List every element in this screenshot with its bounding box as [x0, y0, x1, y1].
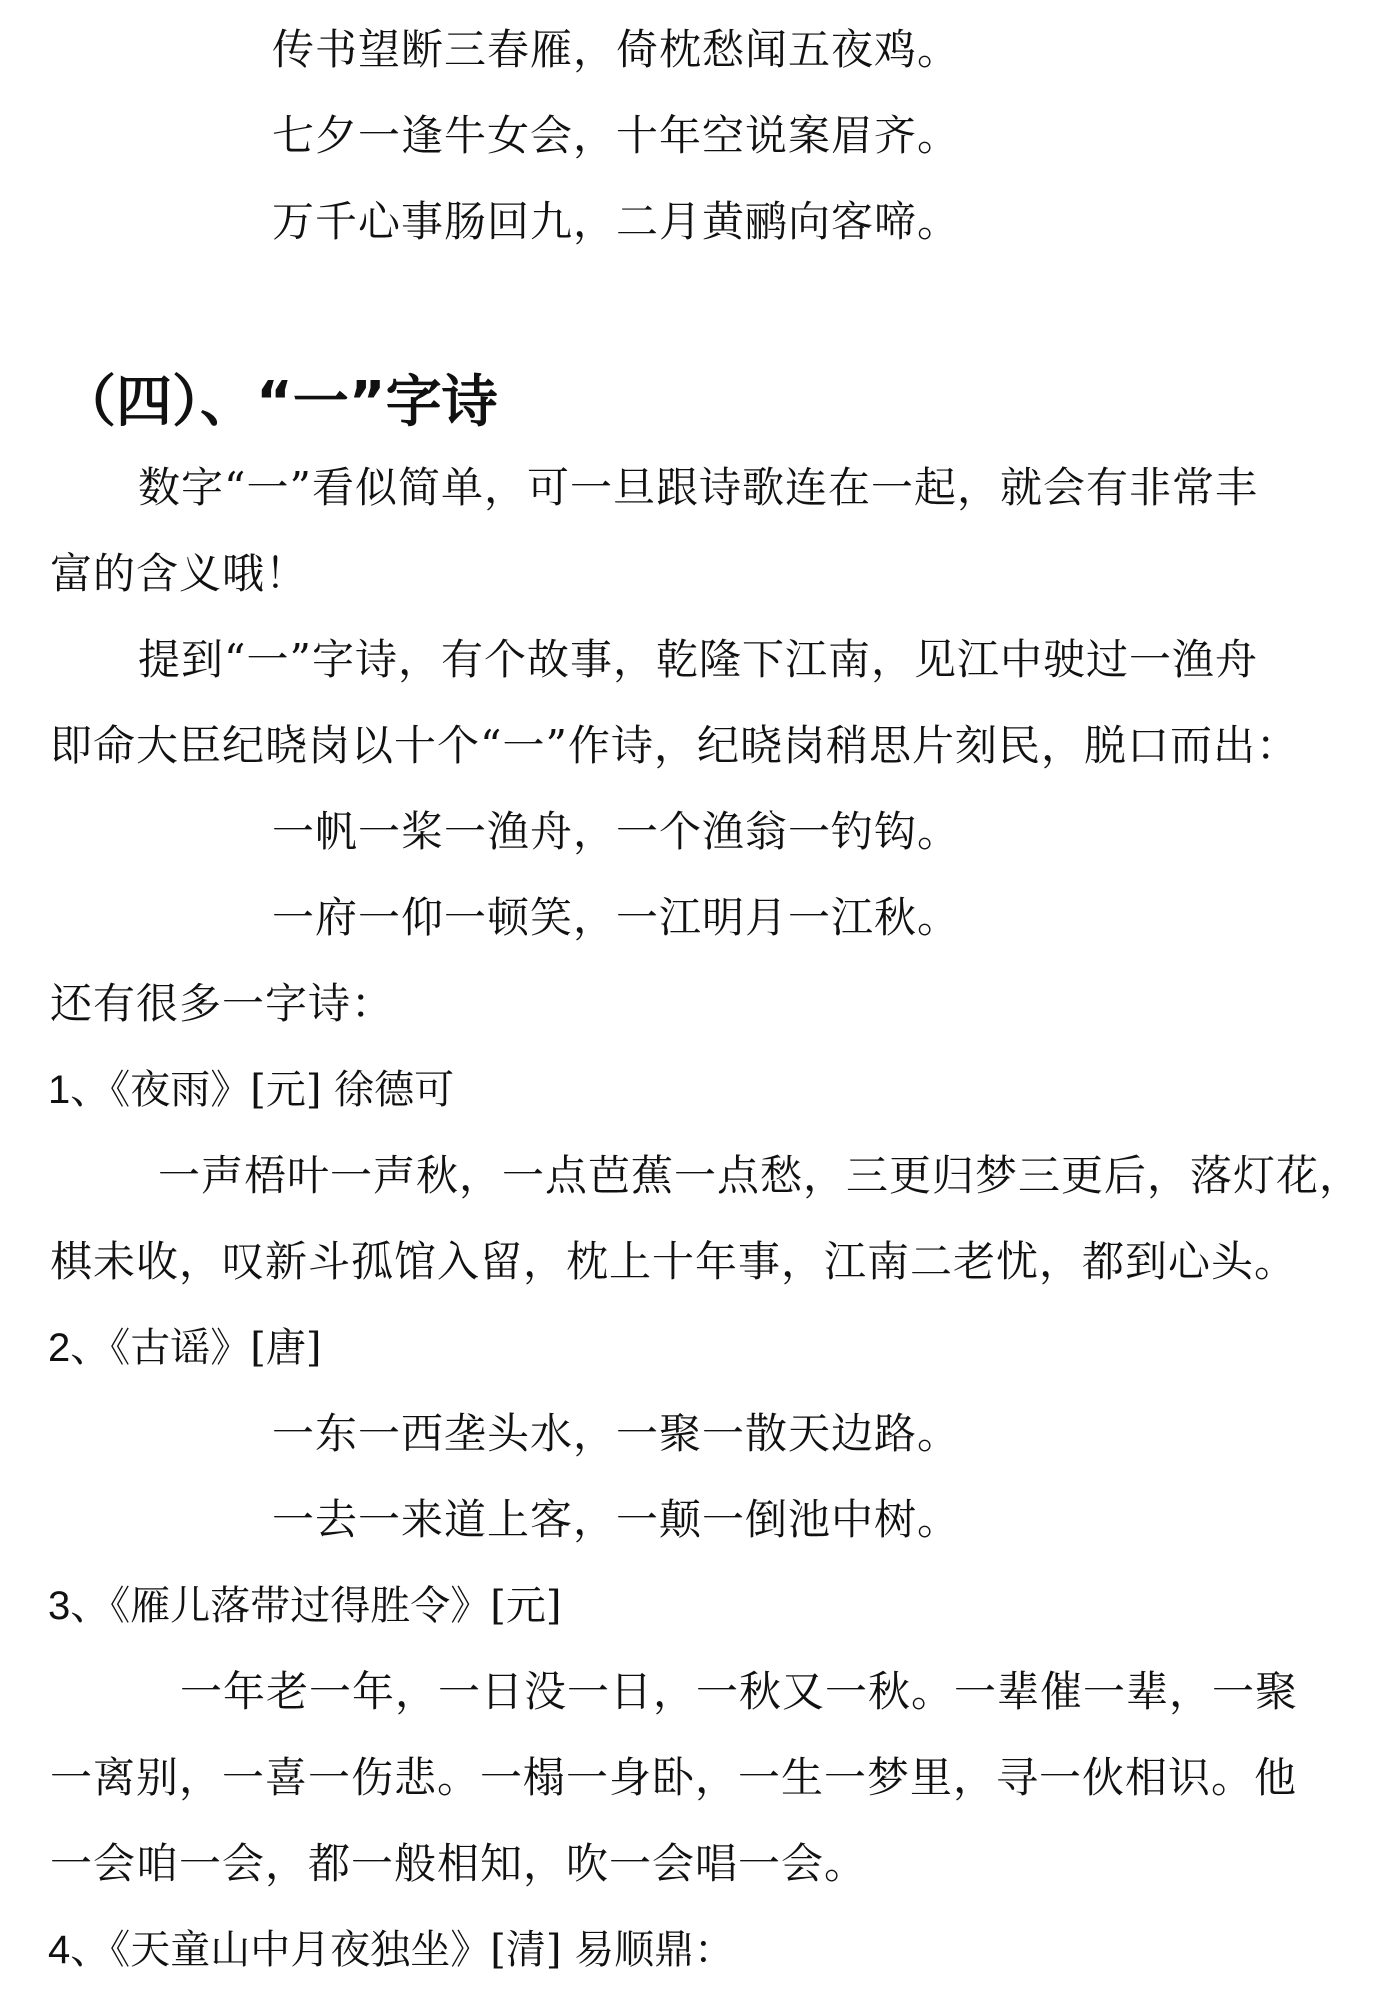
item-number: 1	[48, 1068, 71, 1112]
poem-item-title	[48, 1323, 321, 1373]
poem-item-title	[48, 1581, 561, 1631]
paragraph-line: 数字“一”看似简单，可一旦跟诗歌连在一起，就会有非常丰	[138, 463, 1258, 512]
item-number: 3	[48, 1584, 71, 1628]
item-title-text: 、《雁儿落带过得胜令》[元]	[70, 1583, 562, 1629]
poem-item-title	[48, 1925, 734, 1975]
poem-text-line: 一年老一年，一日没一日，一秋又一秋。一辈催一辈，一聚	[180, 1667, 1299, 1716]
poem-item-title	[48, 1065, 454, 1115]
poem-text-line: 一去一来道上客，一颠一倒池中树。	[272, 1495, 961, 1544]
poem-text-line: 一声梧叶一声秋，一点芭蕉一点愁，三更归梦三更后，落灯花，	[158, 1151, 1363, 1200]
poem-text-line: 一离别，一喜一伤悲。一榻一身卧，一生一梦里，寻一伙相识。他	[50, 1753, 1298, 1802]
item-title-text: 、《古谣》[唐]	[70, 1325, 322, 1371]
item-number: 2	[48, 1326, 71, 1370]
poem-text-line: 棋未收，叹新斗孤馆入留，枕上十年事，江南二老忧，都到心头。	[50, 1237, 1298, 1286]
paragraph-line: 还有很多一字诗：	[50, 979, 395, 1028]
poem-text-line: 一东一西垄头水，一聚一散天边路。	[272, 1409, 961, 1458]
paragraph-line: 富的含义哦！	[50, 549, 309, 598]
poem-line: 传书望断三春雁，倚枕愁闻五夜鸡。	[272, 25, 961, 74]
poem-line: 万千心事肠回九，二月黄鹂向客啼。	[272, 197, 961, 246]
item-title-text: 、《夜雨》[元] 徐德可	[70, 1067, 455, 1113]
poem-line: 七夕一逢牛女会，十年空说案眉齐。	[272, 111, 961, 160]
paragraph-line: 即命大臣纪晓岗以十个“一”作诗，纪晓岗稍思片刻民，脱口而出：	[50, 721, 1299, 770]
poem-line: 一帆一桨一渔舟，一个渔翁一钓钩。	[272, 807, 961, 856]
poem-line: 一府一仰一顿笑，一江明月一江秋。	[272, 893, 961, 942]
section-heading: （四）、“一”字诗	[60, 370, 498, 435]
item-number: 4	[48, 1928, 71, 1972]
poem-text-line: 一会咱一会，都一般相知，吹一会唱一会。	[50, 1839, 868, 1888]
item-title-text: 、《天童山中月夜独坐》[清] 易顺鼎：	[70, 1927, 735, 1973]
paragraph-line: 提到“一”字诗，有个故事，乾隆下江南，见江中驶过一渔舟	[138, 635, 1258, 684]
